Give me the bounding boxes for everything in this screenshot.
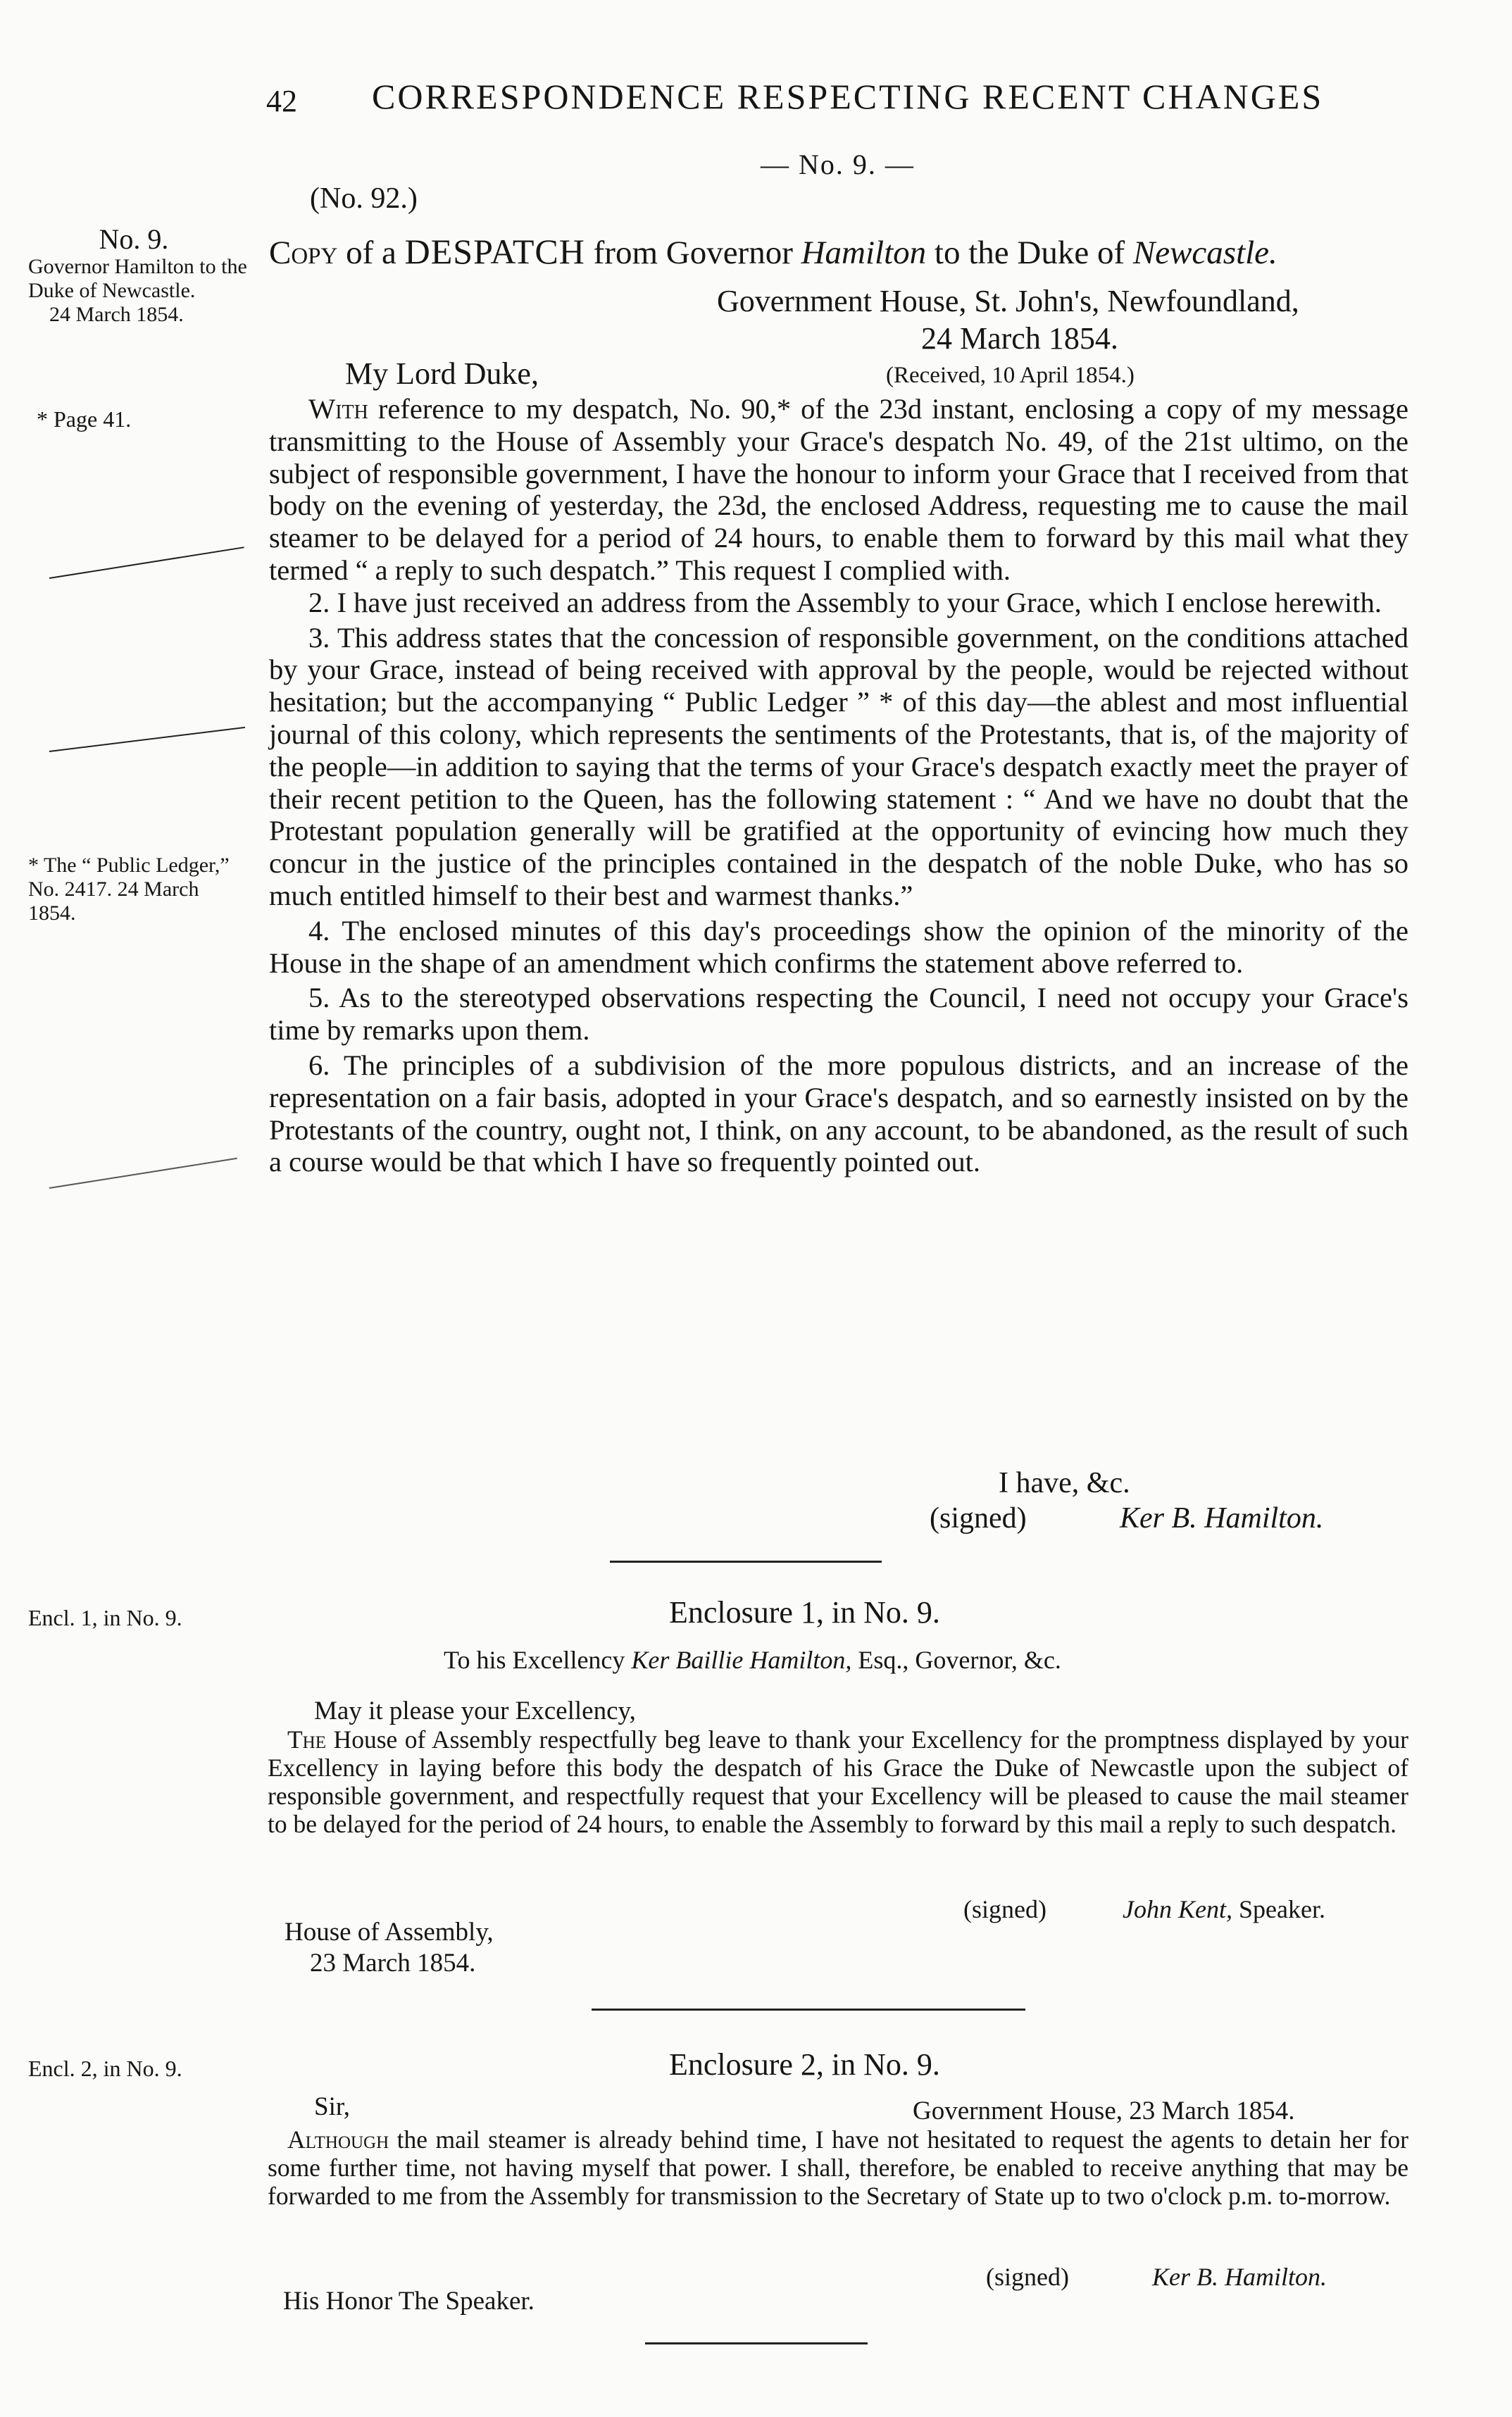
enclosure-1-salutation: May it please your Excellency, [314, 1697, 636, 1725]
enclosure-2-signed-label: (signed) [986, 2263, 1069, 2291]
enclosure-1-to-name: Ker Baillie Hamilton, [631, 1646, 852, 1674]
enclosure-1-to-suffix: Esq., Governor, &c. [851, 1646, 1061, 1674]
enclosure-1-signer [1123, 1894, 1325, 1924]
despatch-received: (Received, 10 April 1854.) [886, 363, 1135, 388]
enclosure-1-signer-title: Speaker. [1232, 1895, 1325, 1923]
enclosure-2-title: Enclosure 2, in No. 9. [669, 2047, 940, 2082]
enclosure-1-addressee [444, 1645, 1061, 1675]
running-title: CORRESPONDENCE RESPECTING RECENT CHANGES [372, 77, 1324, 116]
despatch-date: 24 March 1854. [921, 321, 1118, 356]
margin-note-description: Governor Hamilton to the Duke of Newcastle. [28, 255, 247, 302]
enclosure-1-text: House of Assembly respectfully beg leave to thank your Excellency for the promptness displayed by your Excellency in laying before this body the despatch of his Grace the Duke of Newcastle upon the subject of responsible government, and respectfully request that your Excellency will be pleased to cause the mail steamer to be delayed for the period of 24 hours, to enable the Assembly to forward by this mail a reply to such despatch. [268, 1725, 1408, 1838]
section-divider [610, 1561, 882, 1563]
despatch-closing: I have, &c. [999, 1467, 1130, 1499]
enclosure-1-title: Enclosure 1, in No. 9. [669, 1595, 940, 1630]
title-from: from Governor [585, 235, 801, 271]
despatch-title [269, 231, 1466, 272]
enclosure-2-signer: Ker B. Hamilton. [1152, 2263, 1327, 2291]
enclosure-2-dateline: Government House, 23 March 1854. [913, 2097, 1295, 2125]
margin-note-public-ledger: * The “ Public Ledger,” No. 2417. 24 March 1854. [28, 854, 230, 925]
despatch-number-heading: — No. 9. — [761, 149, 915, 180]
enclosure-1-signer-name: John Kent, [1123, 1895, 1232, 1923]
enclosure-1-body [268, 1725, 1408, 1838]
enclosure-2-salutation: Sir, [314, 2092, 350, 2121]
enclosure-marker-stroke [49, 547, 244, 579]
despatch-signed-label: (signed) [930, 1502, 1027, 1535]
section-divider [645, 2342, 868, 2344]
title-prefix: Copy [269, 235, 338, 271]
paragraph-1-lead: With [308, 393, 368, 425]
title-to: to the Duke of [926, 235, 1133, 271]
margin-note-date: 24 March 1854. [49, 303, 184, 326]
despatch-signer: Ker B. Hamilton. [1120, 1502, 1324, 1535]
margin-note-page-ref: * Page 41. [37, 406, 132, 432]
enclosure-marker-stroke [49, 1158, 237, 1189]
enclosure-2-text: the mail steamer is already behind time, I have not hesitated to request the agents to detain her for some further time, not having myself that power. I shall, therefore, be enabled to receive anything that may be forwarded to me from the Assembly for transmission to the Secretary of State up to two o'clock p.m. to-morrow. [268, 2125, 1408, 2210]
despatch-body [269, 393, 1408, 1181]
paragraph-6: 6. The principles of a subdivision of the more populous districts, and an increase of the representation on a fair basis, adopted in your Grace's despatch, and so earnestly insisted on by the Protestants of the country, ought not, I think, on any account, to be abandoned, as the result of such a course would be that which I have so frequently pointed out. [269, 1049, 1408, 1178]
enclosure-1-signed-label: (signed) [963, 1895, 1046, 1923]
title-governor-name: Hamilton [801, 235, 927, 271]
enclosure-2-lead: Although [287, 2125, 389, 2154]
despatch-address: Government House, St. John's, Newfoundland, [717, 284, 1299, 318]
paragraph-1-text: reference to my despatch, No. 90,* of the 23d instant, enclosing a copy of my message transmitting to the House of Assembly your Grace's despatch No. 49, of the 21st ultimo, on the subject of responsible government, I have the honour to inform your Grace that I received from that body on the evening of yesterday, the 23d, the enclosed Address, requesting me to cause the mail steamer to be delayed for a period of 24 hours, to enable them to forward by this mail what they termed “ a reply to such despatch.” This request I complied with. [269, 393, 1408, 586]
margin-note-enclosure-1: Encl. 1, in No. 9. [28, 1605, 182, 1630]
despatch-salutation: My Lord Duke, [345, 356, 539, 391]
enclosure-2-addressee: His Honor The Speaker. [283, 2287, 535, 2316]
page-number: 42 [266, 84, 297, 118]
paragraph-2: 2. I have just received an address from the Assembly to your Grace, which I enclose herewith. [308, 586, 1382, 618]
paragraph-1 [269, 393, 1408, 587]
enclosure-2-body [268, 2125, 1408, 2210]
enclosure-1-place: House of Assembly, [285, 1918, 494, 1947]
paragraph-5: 5. As to the stereotyped observations respecting the Council, I need not occupy your Grace's time by remarks upon them. [269, 982, 1408, 1047]
title-mid: of a [337, 235, 405, 271]
enclosure-1-date: 23 March 1854. [310, 1949, 476, 1978]
enclosure-1-to-prefix: To his Excellency [444, 1646, 632, 1674]
paragraph-4: 4. The enclosed minutes of this day's proceedings show the opinion of the minority of the House in the shape of an amendment which confirms the statement above referred to. [269, 914, 1408, 979]
title-place: Newcastle. [1132, 235, 1277, 271]
margin-note-despatch [28, 224, 282, 327]
margin-note-enclosure-2: Encl. 2, in No. 9. [28, 2056, 182, 2081]
title-despatch-word: DESPATCH [404, 232, 585, 271]
section-divider [592, 2009, 1025, 2011]
margin-note-number: No. 9. [99, 223, 169, 255]
enclosure-marker-stroke [49, 727, 245, 752]
paragraph-3: 3. This address states that the concession of responsible government, on the conditions attached by your Grace, instead of being received with approval by the people, would be rejected without hesitation; but the accompanying “ Public Ledger ” * of this day—the ablest and most influential journal of this colony, which represents the sentiments of the Protestants, that is, of the majority of the people—in addition to saying that the terms of your Grace's despatch exactly meet the prayer of their recent petition to the Queen, has the following statement : “ And we have no doubt that the Protestant population generally will be gratified at the opportunity of evincing how much they concur in the justice of the principles contained in the despatch of the noble Duke, who has so much entitled himself to their best and warmest thanks.” [269, 621, 1408, 911]
despatch-reference: (No. 92.) [310, 182, 418, 215]
enclosure-1-lead: The [287, 1725, 327, 1754]
